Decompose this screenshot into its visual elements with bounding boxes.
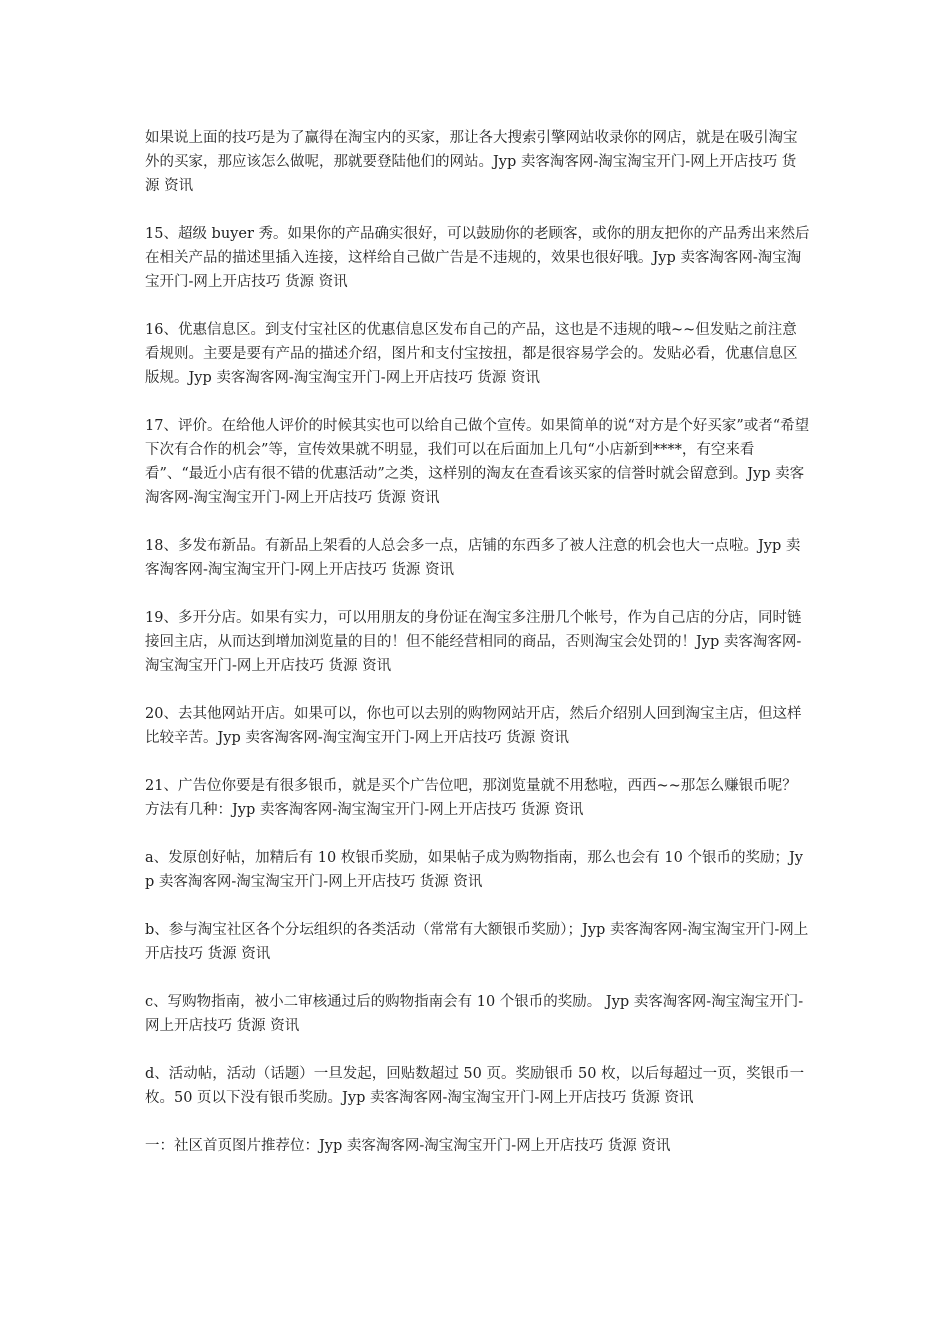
paragraph-16-discount-info: 16、优惠信息区。到支付宝社区的优惠信息区发布自己的产品，这也是不违规的哦~~但发贴之前注意看规则。主要是要有产品的描述介绍，图片和支付宝按扭，都是很容易学会的。发贴必看，优惠信息区版规。Jyp 卖客淘客网-淘宝淘宝开门-网上开店技巧 货源 资讯 bbox=[145, 322, 798, 386]
paragraph-15-buyer-show: 15、超级 buyer 秀。如果你的产品确实很好，可以鼓励你的老顾客，或你的朋友把你的产品秀出来然后在相关产品的描述里插入连接，这样给自己做广告是不违规的，效果也很好哦。Jyp 卖客淘客网-淘宝淘宝开门-网上开店技巧 货源 资讯 bbox=[145, 226, 810, 290]
paragraph-21-ad-slot: 21、广告位你要是有很多银币，就是买个广告位吧，那浏览量就不用愁啦，西西~~那怎么赚银币呢？方法有几种：Jyp 卖客淘客网-淘宝淘宝开门-网上开店技巧 货源 资讯 bbox=[145, 778, 797, 818]
paragraph-20-other-sites: 20、去其他网站开店。如果可以，你也可以去别的购物网站开店，然后介绍别人回到淘宝主店，但这样比较辛苦。Jyp 卖客淘客网-淘宝淘宝开门-网上开店技巧 货源 资讯 bbox=[145, 706, 802, 746]
paragraph-18-new-products: 18、多发布新品。有新品上架看的人总会多一点，店铺的东西多了被人注意的机会也大一点啦。Jyp 卖客淘客网-淘宝淘宝开门-网上开店技巧 货源 资讯 bbox=[145, 538, 801, 578]
paragraph-19-branch-stores: 19、多开分店。如果有实力，可以用朋友的身份证在淘宝多注册几个帐号，作为自己店的分店，同时链接回主店，从而达到增加浏览量的目的！但不能经营相同的商品，否则淘宝会处罚的！Jyp 卖客淘客网-淘宝淘宝开门-网上开店技巧 货源 资讯 bbox=[145, 610, 802, 674]
paragraph-17-review: 17、评价。在给他人评价的时候其实也可以给自己做个宣传。如果简单的说“对方是个好买家”或者“希望下次有合作的机会”等，宣传效果就不明显，我们可以在后面加上几句“小店新到****，有空来看看”、“最近小店有很不错的优惠活动”之类，这样别的淘友在查看该买家的信誉时就会留意到。Jyp 卖客淘客网-淘宝淘宝开门-网上开店技巧 货源 资讯 bbox=[145, 418, 810, 506]
paragraph-b-activities: b、参与淘宝社区各个分坛组织的各类活动（常常有大额银币奖励）；Jyp 卖客淘客网-淘宝淘宝开门-网上开店技巧 货源 资讯 bbox=[145, 922, 809, 962]
paragraph-c-shopping-guide: c、写购物指南，被小二审核通过后的购物指南会有 10 个银币的奖励。 Jyp 卖客淘客网-淘宝淘宝开门-网上开店技巧 货源 资讯 bbox=[145, 994, 804, 1034]
paragraph-a-original-posts: a、发原创好帖，加精后有 10 枚银币奖励，如果帖子成为购物指南，那么也会有 10 个银币的奖励；Jyp 卖客淘客网-淘宝淘宝开门-网上开店技巧 货源 资讯 bbox=[145, 850, 803, 890]
paragraph-d-activity-posts: d、活动帖，活动（话题）一旦发起，回贴数超过 50 页。奖励银币 50 枚，以后每超过一页，奖银币一枚。50 页以下没有银币奖励。Jyp 卖客淘客网-淘宝淘宝开门-网上开店技巧 货源 资讯 bbox=[145, 1066, 805, 1106]
paragraph-homepage-image-slot: 一：社区首页图片推荐位：Jyp 卖客淘客网-淘宝淘宝开门-网上开店技巧 货源 资讯 bbox=[145, 1138, 671, 1154]
paragraph-intro: 如果说上面的技巧是为了赢得在淘宝内的买家，那让各大搜索引擎网站收录你的网店，就是在吸引淘宝外的买家，那应该怎么做呢，那就要登陆他们的网站。Jyp 卖客淘客网-淘宝淘宝开门-网上开店技巧 货源 资讯 bbox=[145, 130, 798, 194]
document-body bbox=[145, 126, 810, 1182]
